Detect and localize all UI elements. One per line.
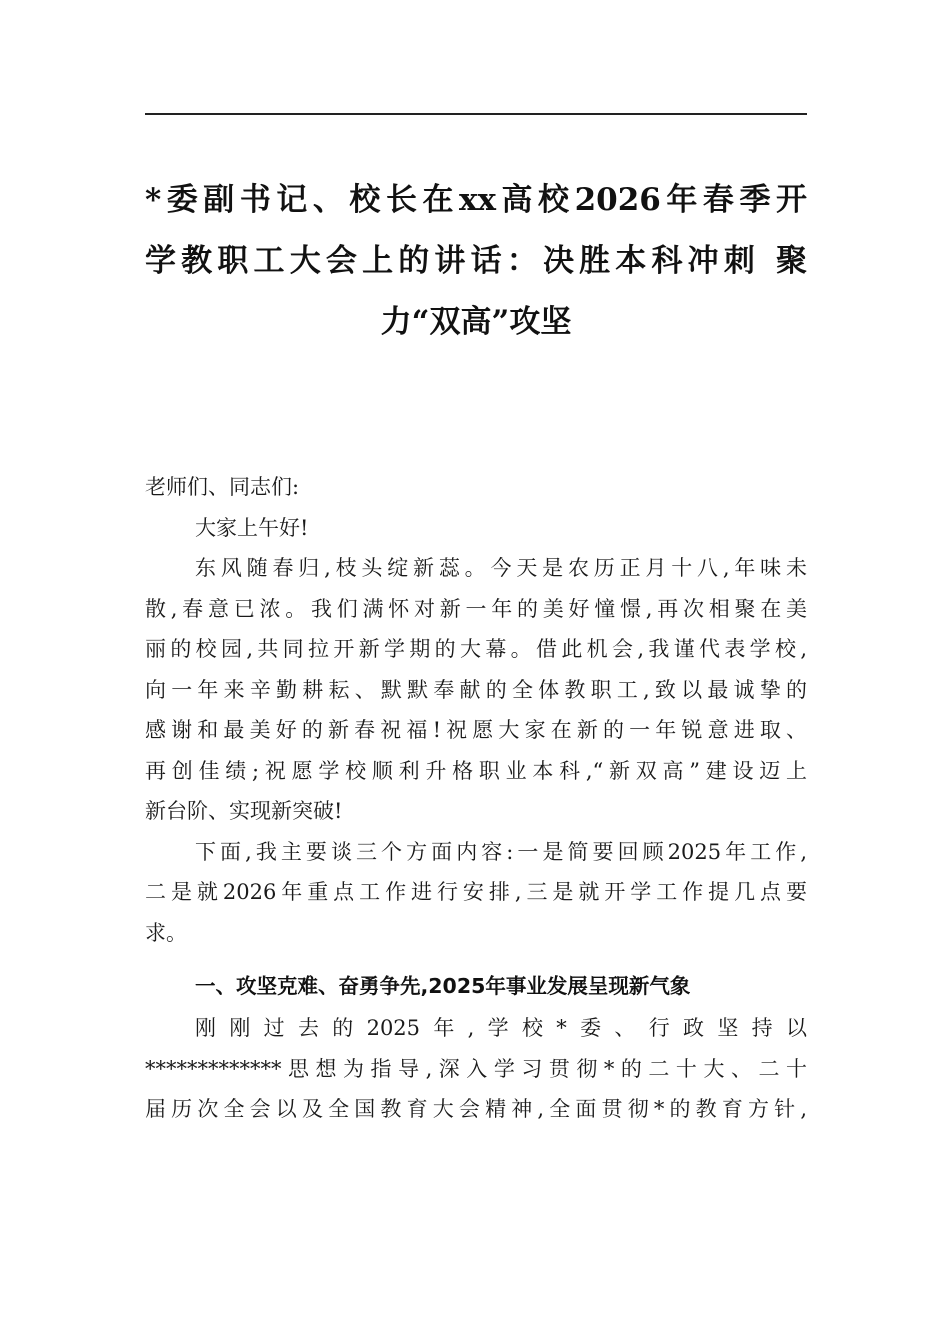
document-title	[145, 170, 807, 353]
paragraph-1	[145, 548, 807, 832]
paragraph-line: 二是就2026年重点工作进行安排,三是就开学工作提几点要	[145, 880, 807, 904]
section-heading: 一、攻坚克难、奋勇争先,2025年事业发展呈现新气象	[195, 974, 691, 998]
paragraph-line: 向一年来辛勤耕耘、默默奉献的全体教职工,致以最诚挚的	[145, 677, 807, 702]
paragraph-line: 下面,我主要谈三个方面内容:一是简要回顾2025年工作,	[195, 839, 807, 864]
title-line-1: *委副书记、校长在xx高校2026年春季开	[145, 182, 807, 218]
salutation: 大家上午好!	[195, 515, 309, 540]
document-body	[145, 467, 807, 1130]
paragraph-line: 丽的校园,共同拉开新学期的大幕。借此机会,我谨代表学校,	[145, 637, 807, 661]
section-spacer	[145, 953, 807, 964]
paragraph-2	[145, 832, 807, 954]
title-line-2: 学教职工大会上的讲话：决胜本科冲刺 聚	[145, 243, 807, 279]
paragraph-line: 东风随春归,枝头绽新蕊。今天是农历正月十八,年味未	[195, 556, 807, 580]
paragraph-line: *************思想为指导,深入学习贯彻*的二十大、二十	[145, 1056, 807, 1081]
paragraph-line: 再创佳绩;祝愿学校顺利升格职业本科,“新双高”建设迈上	[145, 758, 807, 783]
paragraph-3	[145, 1008, 807, 1130]
paragraph-line: 届历次全会以及全国教育大会精神,全面贯彻*的教育方针,	[145, 1097, 807, 1121]
paragraph-line: 刚刚过去的2025年,学校*委、行政坚持以	[195, 1016, 807, 1040]
paragraph-line: 感谢和最美好的新春祝福!祝愿大家在新的一年锐意进取、	[145, 718, 807, 742]
header-rule	[145, 113, 807, 115]
paragraph-line: 新台阶、实现新突破!	[145, 799, 343, 823]
title-line-3: 力“双高”攻坚	[380, 304, 572, 340]
paragraph-line: 散,春意已浓。我们满怀对新一年的美好憧憬,再次相聚在美	[145, 596, 807, 621]
paragraph-line: 求。	[145, 920, 187, 945]
greeting: 老师们、同志们:	[145, 475, 300, 499]
